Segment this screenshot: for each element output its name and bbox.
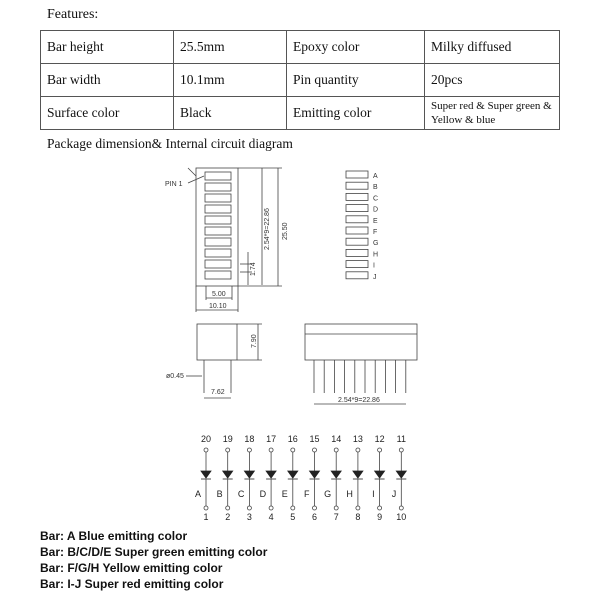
top-pin-number: 19: [222, 434, 233, 444]
led-diode-icon: [266, 471, 276, 478]
segment-bar: [346, 171, 368, 178]
circuit-segment-letter: J: [391, 489, 397, 499]
segment-letter: A: [373, 173, 378, 180]
top-pin-terminal: [334, 448, 338, 452]
front-segment: [205, 249, 231, 257]
table-cell: Surface color: [41, 97, 174, 130]
legend-item: Bar: F/G/H Yellow emitting color: [40, 561, 223, 575]
circuit-segment-letter: H: [346, 489, 353, 499]
top-pin-number: 18: [244, 434, 255, 444]
led-diode-icon: [396, 471, 406, 478]
segment-bar: [346, 227, 368, 234]
top-pin-number: 17: [266, 434, 277, 444]
top-pin-number: 13: [352, 434, 363, 444]
front-segment: [205, 194, 231, 202]
segment-bar: [346, 261, 368, 268]
diagram-title: Package dimension& Internal circuit diagram: [47, 136, 293, 151]
bottom-pin-terminal: [399, 506, 403, 510]
bottom-pin-number: 4: [268, 512, 274, 522]
front-segment: [205, 172, 231, 180]
segment-letter: G: [373, 240, 379, 248]
table-cell: 10.1mm: [174, 64, 287, 97]
circuit-segment-letter: G: [324, 489, 332, 499]
bottom-pin-terminal: [291, 506, 295, 510]
table-cell: Bar height: [41, 31, 174, 64]
legend-item: Bar: A Blue emitting color: [40, 529, 188, 543]
circuit-segment-letter: A: [194, 489, 201, 499]
bottom-pin-terminal: [204, 506, 208, 510]
top-pin-number: 15: [309, 434, 320, 444]
package-side-outline: [197, 324, 237, 360]
top-pin-terminal: [226, 448, 230, 452]
bottom-pin-number: 5: [290, 512, 296, 522]
table-cell: Pin quantity: [287, 64, 425, 97]
circuit-segment-letter: I: [372, 489, 375, 499]
circuit-segment-letter: C: [237, 489, 245, 499]
bottom-pin-terminal: [313, 506, 317, 510]
led-diode-icon: [310, 471, 320, 478]
table-cell: 25.5mm: [174, 31, 287, 64]
top-pin-number: 20: [200, 434, 212, 444]
segment-letter: F: [373, 229, 378, 236]
top-pin-terminal: [356, 448, 360, 452]
segment-bar: [346, 272, 368, 279]
top-pin-terminal: [378, 448, 382, 452]
pin1-corner: [188, 168, 196, 176]
dim-045: ø0.45: [166, 373, 184, 380]
circuit-segment-letter: E: [281, 489, 288, 499]
package-bottom-outline: [305, 324, 417, 360]
top-pin-number: 11: [396, 434, 406, 444]
top-pin-number: 14: [331, 434, 342, 444]
table-cell: Super red & Super green & Yellow & blue: [425, 97, 560, 130]
segment-column: [346, 171, 378, 281]
segment-bar: [346, 193, 368, 200]
segment-letter: I: [373, 262, 375, 270]
front-segment: [205, 260, 231, 268]
segment-bar: [346, 238, 368, 245]
legend-item: Bar: I-J Super red emitting color: [40, 577, 224, 591]
front-segment: [205, 205, 231, 213]
dim-2286-horizontal: 2.54*9=22.86: [338, 397, 380, 404]
bottom-pin-terminal: [356, 506, 360, 510]
top-pin-terminal: [204, 448, 208, 452]
bottom-pin-terminal: [334, 506, 338, 510]
bottom-pin-terminal: [247, 506, 251, 510]
bottom-view-pins: [314, 360, 406, 393]
segment-bar: [346, 205, 368, 212]
led-diode-icon: [331, 471, 341, 478]
table-cell: 20pcs: [425, 64, 560, 97]
table-cell: Milky diffused: [425, 31, 560, 64]
segment-letter: E: [373, 217, 378, 225]
segment-letter: D: [373, 206, 379, 214]
bottom-pin-number: 6: [311, 512, 318, 522]
circuit-segment-letter: B: [216, 489, 223, 499]
front-segment: [205, 227, 231, 235]
led-diode-icon: [288, 471, 298, 478]
front-segment: [205, 216, 231, 224]
internal-circuit: [195, 434, 406, 522]
legend-item: Bar: B/C/D/E Super green emitting color: [40, 545, 268, 559]
led-diode-icon: [375, 471, 385, 478]
segment-letter: B: [373, 184, 378, 192]
top-pin-number: 16: [287, 434, 298, 444]
dim-174: 1.74: [250, 262, 257, 276]
dim-2550: 25.50: [282, 222, 289, 240]
dim-2286-vertical: 2.54*9=22.86: [264, 208, 271, 250]
top-pin-terminal: [291, 448, 295, 452]
bottom-pin-number: 8: [355, 512, 361, 522]
dim-500: 5.00: [212, 291, 226, 298]
table-cell: Epoxy color: [287, 31, 425, 64]
top-pin-terminal: [247, 448, 251, 452]
segment-letter: J: [373, 273, 377, 281]
features-heading: Features:: [47, 7, 99, 22]
front-segments: [205, 172, 231, 279]
top-pin-terminal: [269, 448, 273, 452]
segment-letter: H: [373, 251, 379, 259]
led-diode-icon: [223, 471, 233, 478]
segment-bar: [346, 216, 368, 223]
table-cell: Bar width: [41, 64, 174, 97]
dim-790: 7.90: [251, 334, 258, 348]
bottom-pin-terminal: [269, 506, 273, 510]
bottom-pin-number: 10: [396, 512, 407, 522]
bottom-pin-terminal: [226, 506, 230, 510]
led-diode-icon: [353, 471, 363, 478]
table-cell: Emitting color: [287, 97, 425, 130]
pin1-label: PIN 1: [165, 181, 183, 188]
front-segment: [205, 271, 231, 279]
dim-1010: 10.10: [209, 303, 227, 310]
led-diode-icon: [244, 471, 254, 478]
circuit-segment-letter: F: [304, 489, 310, 499]
top-pin-terminal: [313, 448, 317, 452]
segment-bar: [346, 249, 368, 256]
bottom-pin-number: 1: [203, 512, 209, 522]
bottom-pin-number: 3: [246, 512, 252, 522]
top-pin-terminal: [399, 448, 403, 452]
bottom-pin-number: 9: [377, 512, 383, 522]
bottom-pin-terminal: [378, 506, 382, 510]
segment-letter: C: [373, 195, 379, 203]
segment-bar: [346, 182, 368, 189]
legend: [40, 528, 267, 592]
top-pin-number: 12: [374, 434, 385, 444]
led-diode-icon: [201, 471, 211, 478]
front-segment: [205, 238, 231, 246]
front-segment: [205, 183, 231, 191]
bottom-pin-number: 2: [225, 512, 231, 522]
dim-762: 7.62: [211, 389, 225, 396]
bottom-pin-number: 7: [333, 512, 339, 522]
circuit-segment-letter: D: [259, 489, 267, 499]
table-cell: Black: [174, 97, 287, 130]
